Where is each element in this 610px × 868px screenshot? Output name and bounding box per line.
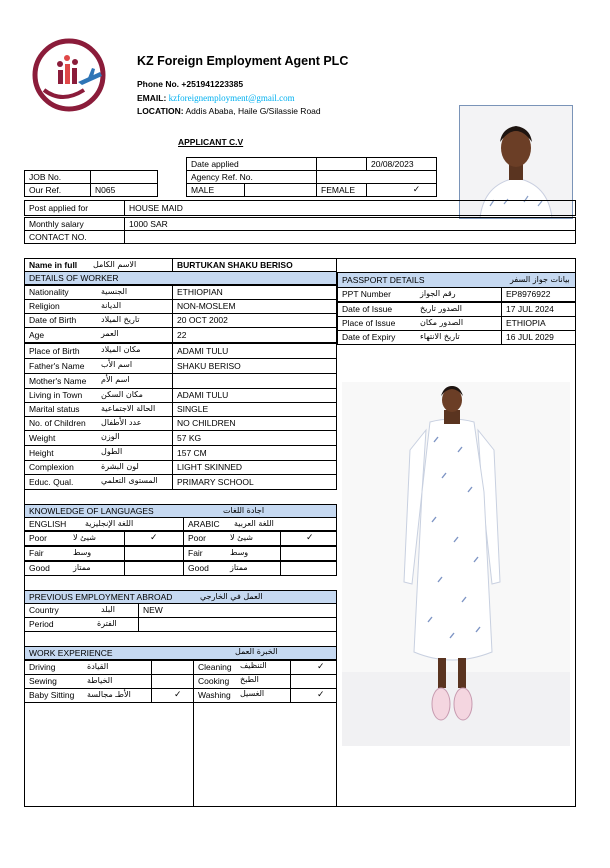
salary-value: 1000 SAR [129, 218, 168, 229]
passport-value: 17 JUL 2024 [506, 304, 554, 315]
passport-value-cell [501, 302, 576, 317]
work-left-check-cell [151, 688, 194, 703]
email-label: EMAIL: [137, 93, 167, 103]
work-left-check-cell [151, 660, 194, 675]
lang-ar-level: Fair [188, 548, 203, 559]
passport-value-cell [501, 287, 576, 302]
date-applied-label-cell [186, 157, 317, 171]
passport-label-ar: تاريخ الانتهاء [420, 332, 460, 341]
detail-label-ar: مكان الميلاد [101, 345, 141, 354]
passport-label: PPT Number [342, 289, 391, 300]
lang-en-level-cell [24, 531, 125, 546]
agency-ref-label-cell [186, 170, 317, 184]
detail-label-cell [24, 313, 173, 328]
detail-value: ADAMI TULU [177, 345, 229, 356]
male-check-cell [244, 183, 317, 197]
work-left-label: Sewing [29, 676, 57, 687]
blank-cell-1 [316, 157, 367, 171]
detail-value-cell [172, 343, 337, 359]
detail-label: Educ. Qual. [29, 476, 74, 487]
agency-ref-label: Agency Ref. No. [191, 171, 253, 182]
female-label-cell [316, 183, 367, 197]
name-label-ar: الاسم الكامل [93, 260, 137, 269]
details-heading [24, 271, 337, 285]
detail-label-cell [24, 474, 173, 490]
detail-value-cell [172, 313, 337, 328]
work-right-label-ar: الطبخ [240, 675, 259, 684]
location-line [137, 107, 321, 116]
lang-ar-level-ar: وسط [230, 548, 249, 557]
languages-heading [24, 504, 337, 518]
detail-value: NO CHILDREN [177, 418, 236, 429]
period-label: Period [29, 619, 54, 630]
work-heading-text: WORK EXPERIENCE [29, 647, 113, 658]
lang-ar-level-ar: شيئ لا [230, 533, 253, 542]
main-column-divider [336, 632, 337, 807]
company-logo [32, 38, 106, 112]
passport-label-ar: الصدور تاريخ [420, 304, 462, 313]
work-left-label-ar: الأطـ مجالسة [87, 690, 131, 699]
work-right-label: Cooking [198, 676, 230, 687]
lang-en-level: Poor [29, 533, 47, 544]
passport-label-cell [337, 330, 502, 345]
detail-value-cell [172, 416, 337, 431]
post-label-cell [24, 200, 125, 216]
arabic-label: ARABIC [188, 518, 220, 529]
detail-value-cell [172, 430, 337, 446]
work-left-check-cell [151, 674, 194, 689]
detail-label-cell [24, 299, 173, 314]
lang-ar-check-cell [280, 561, 337, 576]
detail-value-cell [172, 445, 337, 461]
passport-value-cell [501, 330, 576, 345]
work-left-label: Baby Sitting [29, 690, 75, 701]
country-value: NEW [143, 605, 163, 616]
period-label-cell [24, 617, 139, 632]
passport-label: Date of Issue [342, 304, 393, 315]
applicant-full-photo [342, 382, 570, 746]
work-right-check-cell [290, 688, 337, 703]
detail-label: Height [29, 447, 54, 458]
post-label: Post applied for [29, 202, 89, 213]
detail-label-cell [24, 327, 173, 343]
detail-label: Marital status [29, 404, 80, 415]
work-left-label-ar: الخياطة [87, 676, 113, 685]
detail-value: 157 CM [177, 447, 207, 458]
detail-label: Mother's Name [29, 375, 87, 386]
job-no-value-cell [90, 170, 158, 184]
details-heading-text: DETAILS OF WORKER [29, 272, 119, 283]
detail-label-cell [24, 285, 173, 300]
detail-value-cell [172, 358, 337, 374]
contact-value-cell [124, 230, 576, 244]
detail-value: 20 OCT 2002 [177, 315, 228, 326]
work-right-label-ar: التنظيف [240, 661, 267, 670]
passport-heading-text: PASSPORT DETAILS [342, 274, 425, 285]
detail-value: ADAMI TULU [177, 390, 229, 401]
detail-label: Father's Name [29, 360, 85, 371]
work-right-check-cell [290, 660, 337, 675]
detail-value: 57 KG [177, 432, 202, 443]
company-name: KZ Foreign Employment Agent PLC [137, 54, 349, 68]
detail-label-ar: الجنسية [101, 287, 128, 296]
detail-label-cell [24, 373, 173, 389]
salary-label: Monthly salary [29, 218, 84, 229]
location-label: LOCATION: [137, 106, 184, 116]
passport-value: EP8976922 [506, 289, 551, 300]
work-right-label: Washing [198, 690, 231, 701]
work-left-label-ar: القيادة [87, 662, 109, 671]
lang-en-check-cell [124, 531, 184, 546]
passport-value-cell [501, 316, 576, 331]
detail-label-ar: مكان السكن [101, 390, 143, 399]
detail-label-ar: لون البشرة [101, 462, 139, 471]
work-left-label-cell [24, 688, 152, 703]
detail-label-cell [24, 402, 173, 417]
phone-line [137, 80, 243, 89]
post-value-cell [124, 200, 576, 216]
period-label-ar: الفترة [97, 619, 117, 628]
passport-label-ar: الصدور مكان [420, 318, 464, 327]
date-applied-label: Date applied [191, 158, 239, 169]
country-label-ar: البلد [101, 605, 115, 614]
detail-value-cell [172, 299, 337, 314]
passport-label-cell [337, 302, 502, 317]
our-ref-label-cell [24, 183, 91, 197]
english-header-cell [24, 517, 184, 531]
work-left-label: Driving [29, 662, 56, 673]
detail-label-ar: تاريخ الميلاد [101, 315, 140, 324]
detail-label: Religion [29, 301, 60, 312]
detail-value-cell [172, 460, 337, 475]
work-right-label-cell [193, 688, 291, 703]
work-right-label: Cleaning [198, 662, 232, 673]
lang-en-level-cell [24, 561, 125, 576]
detail-value: LIGHT SKINNED [177, 462, 243, 473]
detail-value-cell [172, 388, 337, 403]
detail-label-cell [24, 430, 173, 446]
detail-value: PRIMARY SCHOOL [177, 476, 254, 487]
detail-label: Place of Birth [29, 345, 80, 356]
lang-en-level-ar: ممتاز [73, 563, 91, 572]
english-label-ar: اللغة الإنجليزية [85, 519, 134, 528]
salary-value-cell [124, 217, 576, 231]
lang-ar-level-cell [183, 561, 281, 576]
passport-label-cell [337, 316, 502, 331]
check-icon: ✓ [317, 690, 325, 700]
detail-label-ar: الديانة [101, 301, 122, 310]
detail-label: No. of Children [29, 418, 86, 429]
name-label: Name in full [29, 259, 78, 270]
name-value-cell [172, 258, 337, 272]
detail-value: SINGLE [177, 404, 209, 415]
passport-label: Place of Issue [342, 318, 396, 329]
female-check-icon: ✓ [412, 184, 421, 195]
detail-value-cell [172, 373, 337, 389]
lang-ar-level-ar: ممتاز [230, 563, 248, 572]
detail-label-cell [24, 416, 173, 431]
employment-heading-text: PREVIOUS EMPLOYMENT ABROAD [29, 591, 173, 602]
check-icon: ✓ [150, 533, 158, 543]
detail-value: NON-MOSLEM [177, 301, 236, 312]
lang-en-level: Good [29, 563, 50, 574]
arabic-label-ar: اللغة العربية [234, 519, 274, 528]
detail-label: Nationality [29, 287, 69, 298]
email-link[interactable]: kzforeignemployment@gmail.com [168, 93, 295, 103]
detail-label-cell [24, 460, 173, 475]
post-value: HOUSE MAID [129, 202, 183, 213]
detail-label-cell [24, 445, 173, 461]
lang-ar-level: Poor [188, 533, 206, 544]
date-applied-value: 20/08/2023 [371, 158, 414, 169]
employment-heading [24, 590, 337, 604]
check-icon: ✓ [317, 662, 325, 672]
lang-ar-level-cell [183, 546, 281, 561]
phone-label: Phone No. [137, 79, 180, 89]
passport-heading-ar: بيانات جواز السفر [510, 275, 570, 284]
english-label: ENGLISH [29, 518, 67, 529]
detail-label-ar: الطول [101, 447, 123, 456]
passport-heading [337, 272, 576, 288]
lang-en-level-cell [24, 546, 125, 561]
detail-label: Age [29, 329, 45, 340]
languages-heading-ar: اجادة اللغات [223, 506, 265, 515]
detail-value: SHAKU BERISO [177, 360, 241, 371]
work-heading-ar: الخبرة العمل [235, 647, 278, 656]
our-ref-value-cell [90, 183, 158, 197]
lang-en-level-ar: وسط [73, 548, 92, 557]
detail-label-ar: المستوى التعلمي [101, 476, 158, 485]
detail-label-ar: اسم الأم [101, 375, 130, 384]
country-label-cell [24, 603, 139, 618]
work-heading [24, 646, 337, 660]
male-label: MALE [191, 184, 215, 195]
passport-label: Date of Expiry [342, 332, 396, 343]
detail-label-ar: عدد الأطفال [101, 418, 142, 427]
country-value-cell [138, 603, 337, 618]
check-icon: ✓ [306, 533, 314, 543]
detail-label-ar: العمر [101, 329, 119, 338]
detail-label: Living in Town [29, 390, 83, 401]
passport-label-ar: رقم الجواز [420, 289, 456, 298]
work-right-label-cell [193, 674, 291, 689]
email-line [137, 94, 295, 103]
lang-ar-level-cell [183, 531, 281, 546]
work-left-label-cell [24, 660, 152, 675]
work-right-label-ar: الغسيل [240, 689, 265, 698]
country-label: Country [29, 605, 59, 616]
check-icon: ✓ [174, 690, 182, 700]
work-divider-line [193, 688, 194, 807]
job-no-label: JOB No. [29, 171, 62, 182]
work-left-label-cell [24, 674, 152, 689]
female-check-cell [366, 183, 437, 197]
date-applied-value-cell [366, 157, 437, 171]
employment-heading-ar: العمل في الخارجي [200, 592, 263, 601]
name-label-cell [24, 258, 173, 272]
arabic-header-cell [183, 517, 337, 531]
lang-en-level-ar: شيئ لا [73, 533, 96, 542]
detail-label: Complexion [29, 462, 74, 473]
detail-value-cell [172, 327, 337, 343]
detail-value-cell [172, 402, 337, 417]
passport-label-cell [337, 287, 502, 302]
passport-value: 16 JUL 2029 [506, 332, 554, 343]
lang-ar-check-cell [280, 546, 337, 561]
detail-label-ar: الوزن [101, 432, 120, 441]
contact-label-cell [24, 230, 125, 244]
detail-label-cell [24, 358, 173, 374]
period-value-cell [138, 617, 337, 632]
detail-label-ar: الحالة الاجتماعية [101, 404, 156, 413]
detail-label: Date of Birth [29, 315, 77, 326]
lang-en-check-cell [124, 546, 184, 561]
detail-value: ETHIOPIAN [177, 287, 223, 298]
detail-label: Weight [29, 432, 56, 443]
our-ref-label: Our Ref. [29, 184, 62, 195]
lang-en-check-cell [124, 561, 184, 576]
lang-ar-check-cell [280, 531, 337, 546]
our-ref-value: N065 [95, 184, 116, 195]
detail-value: 22 [177, 329, 187, 340]
detail-label-ar: اسم الأب [101, 360, 133, 369]
detail-value-cell [172, 285, 337, 300]
detail-label-cell [24, 388, 173, 403]
job-no-label-cell [24, 170, 91, 184]
lang-en-level: Fair [29, 548, 44, 559]
salary-label-cell [24, 217, 125, 231]
agency-ref-value-cell [316, 170, 437, 184]
female-label: FEMALE [321, 184, 356, 195]
phone-value: +251941223385 [181, 79, 244, 89]
lang-ar-level: Good [188, 563, 209, 574]
name-value: BURTUKAN SHAKU BERISO [177, 259, 293, 270]
detail-label-cell [24, 343, 173, 359]
work-right-label-cell [193, 660, 291, 675]
detail-value-cell [172, 474, 337, 490]
contact-label: CONTACT NO. [29, 231, 87, 242]
languages-heading-text: KNOWLEDGE OF LANGUAGES [29, 505, 154, 516]
page-title: APPLICANT C.V [178, 137, 244, 147]
male-label-cell [186, 183, 245, 197]
location-value: Addis Ababa, Haile G/Silassie Road [185, 106, 321, 116]
work-right-check-cell [290, 674, 337, 689]
passport-value: ETHIOPIA [506, 318, 546, 329]
